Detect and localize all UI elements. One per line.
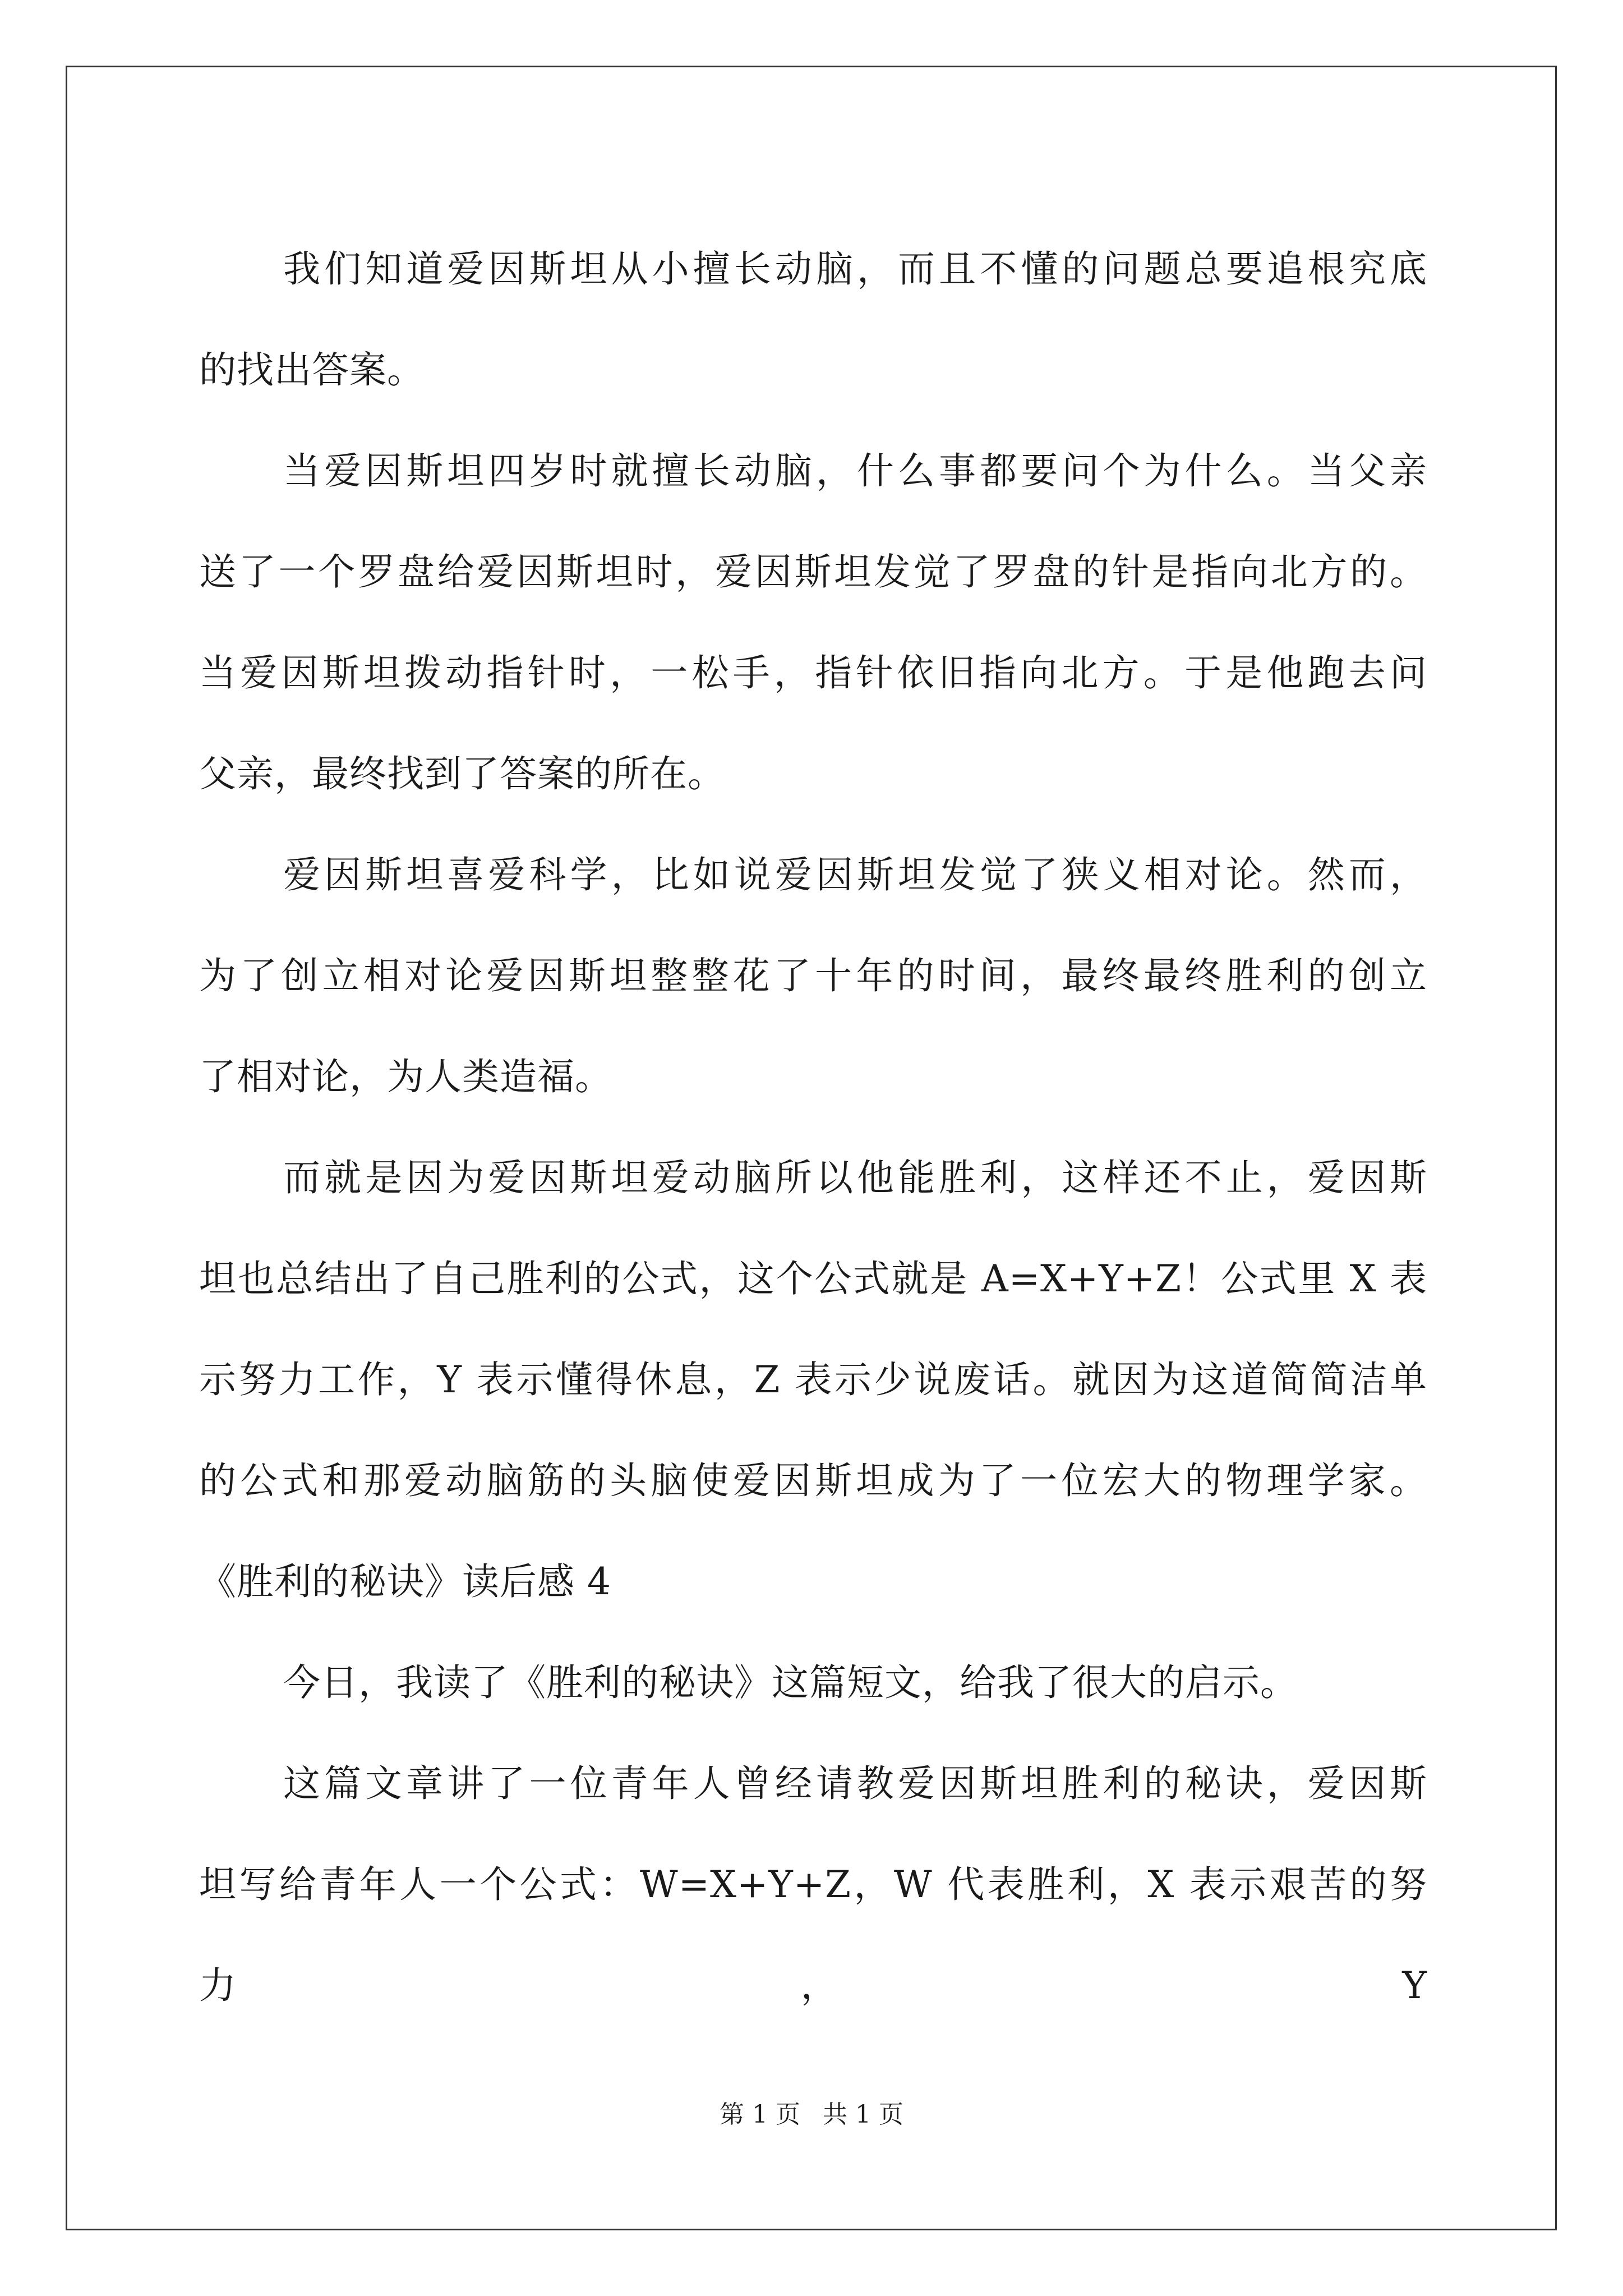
text-line: 坦也总结出了自己胜利的公式，这个公式就是 A=X+Y+Z！公式里 X 表 [199,1257,1427,1300]
page-total: 共 1 页 [823,2100,903,2129]
page-number: 第 1 页 [720,2100,800,2129]
text-line: 爱因斯坦喜爱科学，比如说爱因斯坦发觉了狭义相对论。然而， [283,853,1427,896]
text-line: 的公式和那爱动脑筋的头脑使爱因斯坦成为了一位宏大的物理学家。 [199,1459,1427,1502]
text-line: 《胜利的秘诀》读后感 4 [199,1560,611,1603]
text-line: 今日，我读了《胜利的秘诀》这篇短文，给我了很大的启示。 [283,1661,1298,1704]
text-line: 示努力工作，Y 表示懂得休息，Z 表示少说废话。就因为这道简简洁单 [199,1358,1427,1401]
text-line: 为了创立相对论爱因斯坦整整花了十年的时间，最终最终胜利的创立 [199,954,1427,997]
text-line: 送了一个罗盘给爱因斯坦时，爱因斯坦发觉了罗盘的针是指向北方的。 [199,550,1427,593]
text-line: 当爱因斯坦拨动指针时，一松手，指针依旧指向北方。于是他跑去问 [199,651,1427,694]
text-line: 父亲，最终找到了答案的所在。 [199,752,725,795]
text-line: 当爱因斯坦四岁时就擅长动脑，什么事都要问个为什么。当父亲 [283,449,1427,493]
text-line: 而就是因为爱因斯坦爱动脑所以他能胜利，这样还不止，爱因斯 [283,1156,1427,1199]
text-line: 坦写给青年人一个公式：W=X+Y+Z，W 代表胜利，X 表示艰苦的努力，Y [199,1863,1427,2007]
page-footer [0,2098,1623,2132]
text-line: 我们知道爱因斯坦从小擅长动脑，而且不懂的问题总要追根究底 [283,247,1427,291]
document-body [199,219,1427,2007]
text-line: 这篇文章讲了一位青年人曾经请教爱因斯坦胜利的秘诀，爱因斯 [283,1762,1427,1805]
text-line: 了相对论，为人类造福。 [199,1055,612,1098]
text-line: 的找出答案。 [199,348,425,392]
